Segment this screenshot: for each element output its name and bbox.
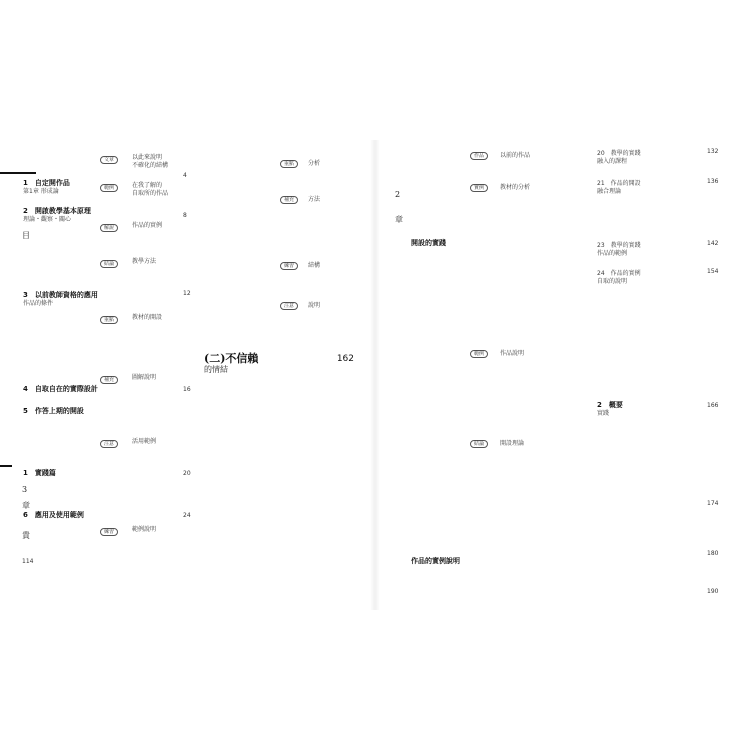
toc-line: 以前的作品	[500, 152, 531, 159]
tag-pill: 練習	[100, 528, 118, 536]
toc-line: 教材的分析	[500, 184, 531, 191]
toc-entry: 5 作答上期的開設	[23, 407, 84, 415]
tag-pill: 結論	[470, 440, 488, 448]
toc-line: 作品的實例	[132, 222, 163, 229]
side-glyph: 貴	[22, 531, 30, 540]
toc-line: 融入的課程	[597, 158, 628, 165]
chapter-marker	[0, 172, 36, 174]
tag-pill: 練習	[280, 262, 298, 270]
page-ref: 20	[183, 470, 191, 477]
section-subtitle: 的情結	[204, 365, 228, 374]
toc-entry-sub: 理論・觀察・關心	[23, 216, 72, 223]
toc-line: 範例說明	[132, 526, 157, 533]
toc-line: 20 教學的實踐	[597, 150, 641, 157]
toc-line: 分析	[308, 160, 321, 167]
tag-pill: 注意	[100, 440, 118, 448]
page-ref: 16	[183, 386, 191, 393]
chapter-marker	[0, 465, 12, 467]
toc-line: 融合理論	[597, 188, 622, 195]
page-ref: 154	[707, 268, 719, 275]
toc-entry: 2 開啟教學基本原理	[23, 207, 91, 215]
toc-entry: 3 以前教師資格的應用	[23, 291, 98, 299]
side-glyph: 章	[22, 501, 30, 510]
toc-entry: 作品的實例說明	[411, 557, 460, 565]
toc-entry-sub: 作品的條件	[23, 300, 54, 307]
toc-entry: 6 應用及使用範例	[23, 511, 84, 519]
toc-line: 教學方法	[132, 258, 157, 265]
toc-line: 圖解說明	[132, 374, 157, 381]
toc-line: 21 作品的開設	[597, 180, 641, 187]
toc-line: 24 作品的實例	[597, 270, 641, 277]
toc-line: 自取所的作品	[132, 190, 169, 197]
section-heading	[204, 352, 354, 375]
toc-line: 說明	[308, 302, 321, 309]
tag-pill: 結論	[100, 260, 118, 268]
tag-pill: 解說	[100, 224, 118, 232]
tag-pill: 補充	[280, 196, 298, 204]
tag-pill: 重點	[100, 316, 118, 324]
page-ref: 132	[707, 148, 719, 155]
toc-entry-sub: 第1章 形成論	[23, 188, 59, 195]
page-ref: 24	[183, 512, 191, 519]
toc-line: 自取的說明	[597, 278, 628, 285]
page-ref: 4	[183, 172, 187, 179]
toc-line: 不確化的結構	[132, 162, 169, 169]
toc-line: 23 教學的實踐	[597, 242, 641, 249]
side-glyph: 2	[395, 190, 401, 199]
side-glyph: 目	[22, 231, 30, 240]
toc-entry: 1 自定開作品	[23, 179, 70, 187]
page-ref: 180	[707, 550, 719, 557]
toc-line: 在我了解的	[132, 182, 163, 189]
tag-pill: 範例	[100, 184, 118, 192]
toc-line: 活用範例	[132, 438, 157, 445]
page-ref: 174	[707, 500, 719, 507]
tag-pill: 作品	[470, 152, 488, 160]
page-ref: 166	[707, 402, 719, 409]
page-number: 114	[22, 558, 34, 565]
page-ref: 190	[707, 588, 719, 595]
toc-entry: 1 實踐篇	[23, 469, 56, 477]
tag-pill: 補充	[100, 376, 118, 384]
section-title: (二)不信賴	[204, 352, 259, 365]
page-ref: 12	[183, 290, 191, 297]
tag-pill: 實例	[470, 184, 488, 192]
tag-pill: 注意	[280, 302, 298, 310]
toc-line: 作品說明	[500, 350, 525, 357]
left-page	[18, 140, 375, 610]
toc-line: 實踐	[597, 410, 610, 417]
tag-pill: 範例	[470, 350, 488, 358]
page-ref: 142	[707, 240, 719, 247]
toc-entry: 4 自取自在的實際設計	[23, 385, 98, 393]
toc-entry: 開設的實踐	[411, 239, 446, 247]
toc-line: 作品的範例	[597, 250, 628, 257]
toc-line: 以此來說明	[132, 154, 163, 161]
toc-line: 開設理論	[500, 440, 525, 447]
tag-pill: 重點	[280, 160, 298, 168]
side-glyph: 章	[395, 215, 403, 224]
tag-pill: 文章	[100, 156, 118, 164]
book-spread	[18, 140, 732, 610]
toc-line: 結構	[308, 262, 321, 269]
toc-line: 方法	[308, 196, 321, 203]
side-glyph: 3	[22, 485, 28, 494]
toc-line: 教材的開設	[132, 314, 163, 321]
page-ref: 136	[707, 178, 719, 185]
section-page-number: 162	[336, 354, 354, 364]
page-ref: 8	[183, 212, 187, 219]
right-page	[375, 140, 732, 610]
toc-entry: 2 概要	[597, 401, 623, 409]
